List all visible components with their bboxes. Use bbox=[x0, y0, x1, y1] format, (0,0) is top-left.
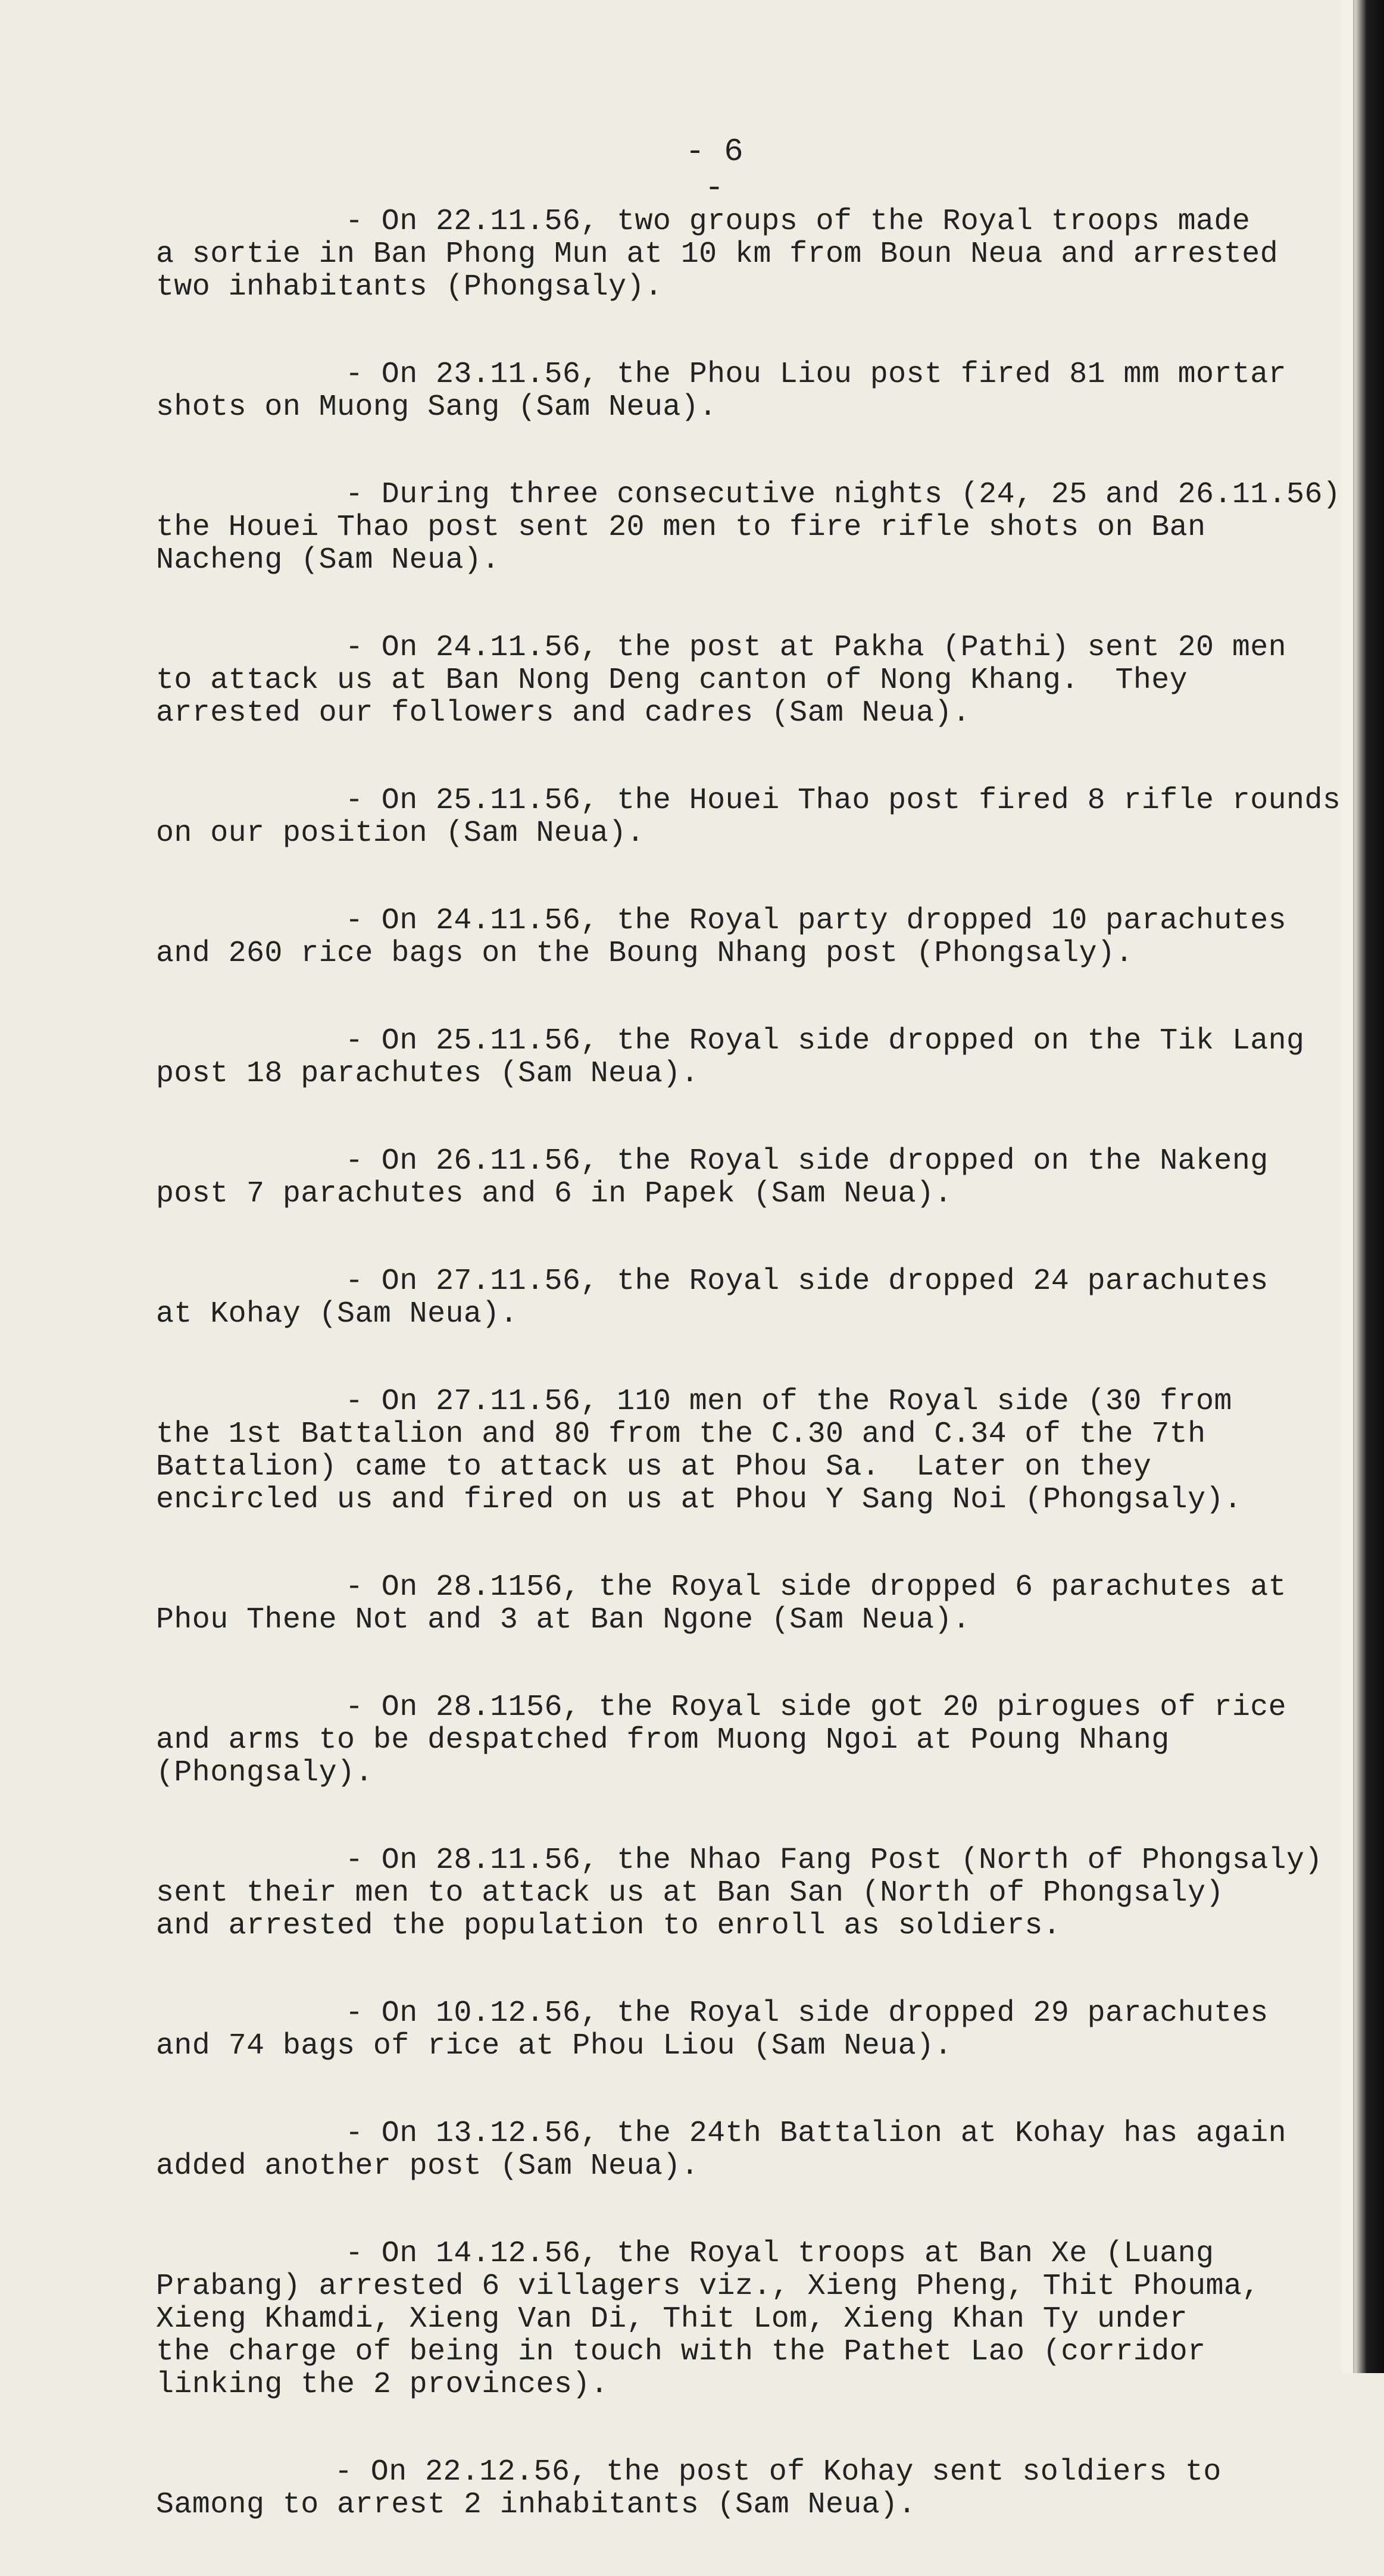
event-paragraph bbox=[156, 478, 1341, 577]
paragraph-line: two inhabitants (Phongsaly). bbox=[156, 270, 663, 304]
event-paragraph bbox=[156, 205, 1311, 303]
paragraph-line: Nacheng (Sam Neua). bbox=[156, 543, 500, 577]
paragraph-line: - On 13.12.56, the 24th Battalion at Kohay has again bbox=[345, 2117, 1287, 2151]
paragraph-line: post 18 parachutes (Sam Neua). bbox=[156, 1057, 699, 1091]
paragraph-line: - On 28.1156, the Royal side dropped 6 parachutes at bbox=[345, 1570, 1287, 1604]
paragraph-line: Phou Thene Not and 3 at Ban Ngone (Sam Neua). bbox=[156, 1603, 971, 1637]
paragraph-line: on our position (Sam Neua). bbox=[156, 816, 645, 850]
paragraph-line: at Kohay (Sam Neua). bbox=[156, 1297, 518, 1331]
page-margin-strip bbox=[1341, 0, 1354, 2373]
paragraph-line: - On 25.11.56, the Royal side dropped on the Tik Lang bbox=[345, 1024, 1305, 1058]
paragraph-line: linking the 2 provinces). bbox=[156, 2368, 609, 2402]
event-paragraph bbox=[156, 631, 1311, 730]
paragraph-line: the 1st Battalion and 80 from the C.30 and C.34 of the 7th bbox=[156, 1417, 1206, 1451]
paragraph-line: - On 10.12.56, the Royal side dropped 29 parachutes bbox=[345, 1996, 1269, 2030]
paragraph-line: (Phongsaly). bbox=[156, 1756, 373, 1790]
event-paragraph bbox=[156, 1265, 1311, 1331]
paragraph-line: Prabang) arrested 6 villagers viz., Xieng Pheng, Thit Phouma, bbox=[156, 2270, 1260, 2303]
event-paragraph bbox=[156, 2237, 1311, 2401]
event-paragraph bbox=[156, 1691, 1311, 1789]
paragraph-line: arrested our followers and cadres (Sam Neua). bbox=[156, 696, 971, 730]
event-paragraph bbox=[156, 1843, 1323, 1943]
paragraph-line: Samong to arrest 2 inhabitants (Sam Neua). bbox=[156, 2488, 917, 2522]
paragraph-line: the Houei Thao post sent 20 men to fire rifle shots on Ban bbox=[156, 511, 1206, 544]
paragraph-line: and arrested the population to enroll as soldiers. bbox=[156, 1909, 1061, 1943]
paragraph-line: shots on Muong Sang (Sam Neua). bbox=[156, 390, 717, 424]
paragraph-line: Battalion) came to attack us at Phou Sa. Later on they bbox=[156, 1450, 1152, 1484]
paragraph-line: encircled us and fired on us at Phou Y Sang Noi (Phongsaly). bbox=[156, 1483, 1242, 1517]
paragraph-line: - On 24.11.56, the Royal party dropped 10 parachutes bbox=[345, 904, 1287, 938]
event-paragraph bbox=[156, 904, 1311, 970]
paragraph-line: - On 28.1156, the Royal side got 20 pirogues of rice bbox=[345, 1691, 1287, 1724]
paragraph-line: and 74 bags of rice at Phou Liou (Sam Neua). bbox=[156, 2029, 952, 2063]
event-paragraph bbox=[156, 1997, 1311, 2062]
event-paragraph bbox=[156, 784, 1341, 850]
paragraph-line: - On 14.12.56, the Royal troops at Ban Xe (Luang bbox=[345, 2237, 1214, 2271]
page-number: - 6 - bbox=[685, 134, 743, 206]
event-paragraph bbox=[156, 2456, 1311, 2521]
paragraph-line: and arms to be despatched from Muong Ngoi at Poung Nhang bbox=[156, 1723, 1170, 1757]
event-paragraph bbox=[156, 1571, 1311, 1636]
paragraph-line: added another post (Sam Neua). bbox=[156, 2149, 699, 2183]
paragraph-line: sent their men to attack us at Ban San (North of Phongsaly) bbox=[156, 1876, 1224, 1910]
paragraph-line: and 260 rice bags on the Boung Nhang post (Phongsaly). bbox=[156, 937, 1133, 971]
event-paragraph bbox=[156, 358, 1311, 424]
paragraph-line: to attack us at Ban Nong Deng canton of Nong Khang. They bbox=[156, 663, 1188, 697]
paragraph-line: - On 25.11.56, the Houei Thao post fired 8 rifle rounds bbox=[345, 784, 1341, 818]
paragraph-line: - On 23.11.56, the Phou Liou post fired 81 mm mortar bbox=[345, 358, 1287, 392]
page-binding-edge bbox=[1341, 0, 1384, 2373]
paragraph-line: a sortie in Ban Phong Mun at 10 km from Boun Neua and arrested bbox=[156, 237, 1279, 271]
paragraph-line: - On 28.11.56, the Nhao Fang Post (North of Phongsaly) bbox=[345, 1843, 1323, 1877]
paragraph-line: - On 22.12.56, the post of Kohay sent soldiers to bbox=[335, 2455, 1221, 2489]
event-paragraph bbox=[156, 1025, 1311, 1090]
paragraph-line: - During three consecutive nights (24, 25 and 26.11.56) bbox=[345, 478, 1341, 512]
paragraph-line: the charge of being in touch with the Pathet Lao (corridor bbox=[156, 2335, 1206, 2369]
paragraph-line: - On 27.11.56, 110 men of the Royal side (30 from bbox=[345, 1385, 1232, 1419]
paragraph-line: - On 22.11.56, two groups of the Royal troops made bbox=[345, 205, 1251, 239]
event-paragraph bbox=[156, 1385, 1311, 1516]
paragraph-line: - On 26.11.56, the Royal side dropped on the Nakeng bbox=[345, 1144, 1269, 1178]
paragraph-line: - On 27.11.56, the Royal side dropped 24 parachutes bbox=[345, 1264, 1269, 1298]
paragraph-line: - On 24.11.56, the post at Pakha (Pathi) sent 20 men bbox=[345, 631, 1287, 665]
document-body bbox=[156, 205, 1341, 2576]
paragraph-line: post 7 parachutes and 6 in Papek (Sam Neua). bbox=[156, 1177, 952, 1211]
paragraph-line: Xieng Khamdi, Xieng Van Di, Thit Lom, Xieng Khan Ty under bbox=[156, 2302, 1188, 2336]
event-paragraph bbox=[156, 1145, 1311, 1210]
event-paragraph bbox=[156, 2117, 1311, 2183]
